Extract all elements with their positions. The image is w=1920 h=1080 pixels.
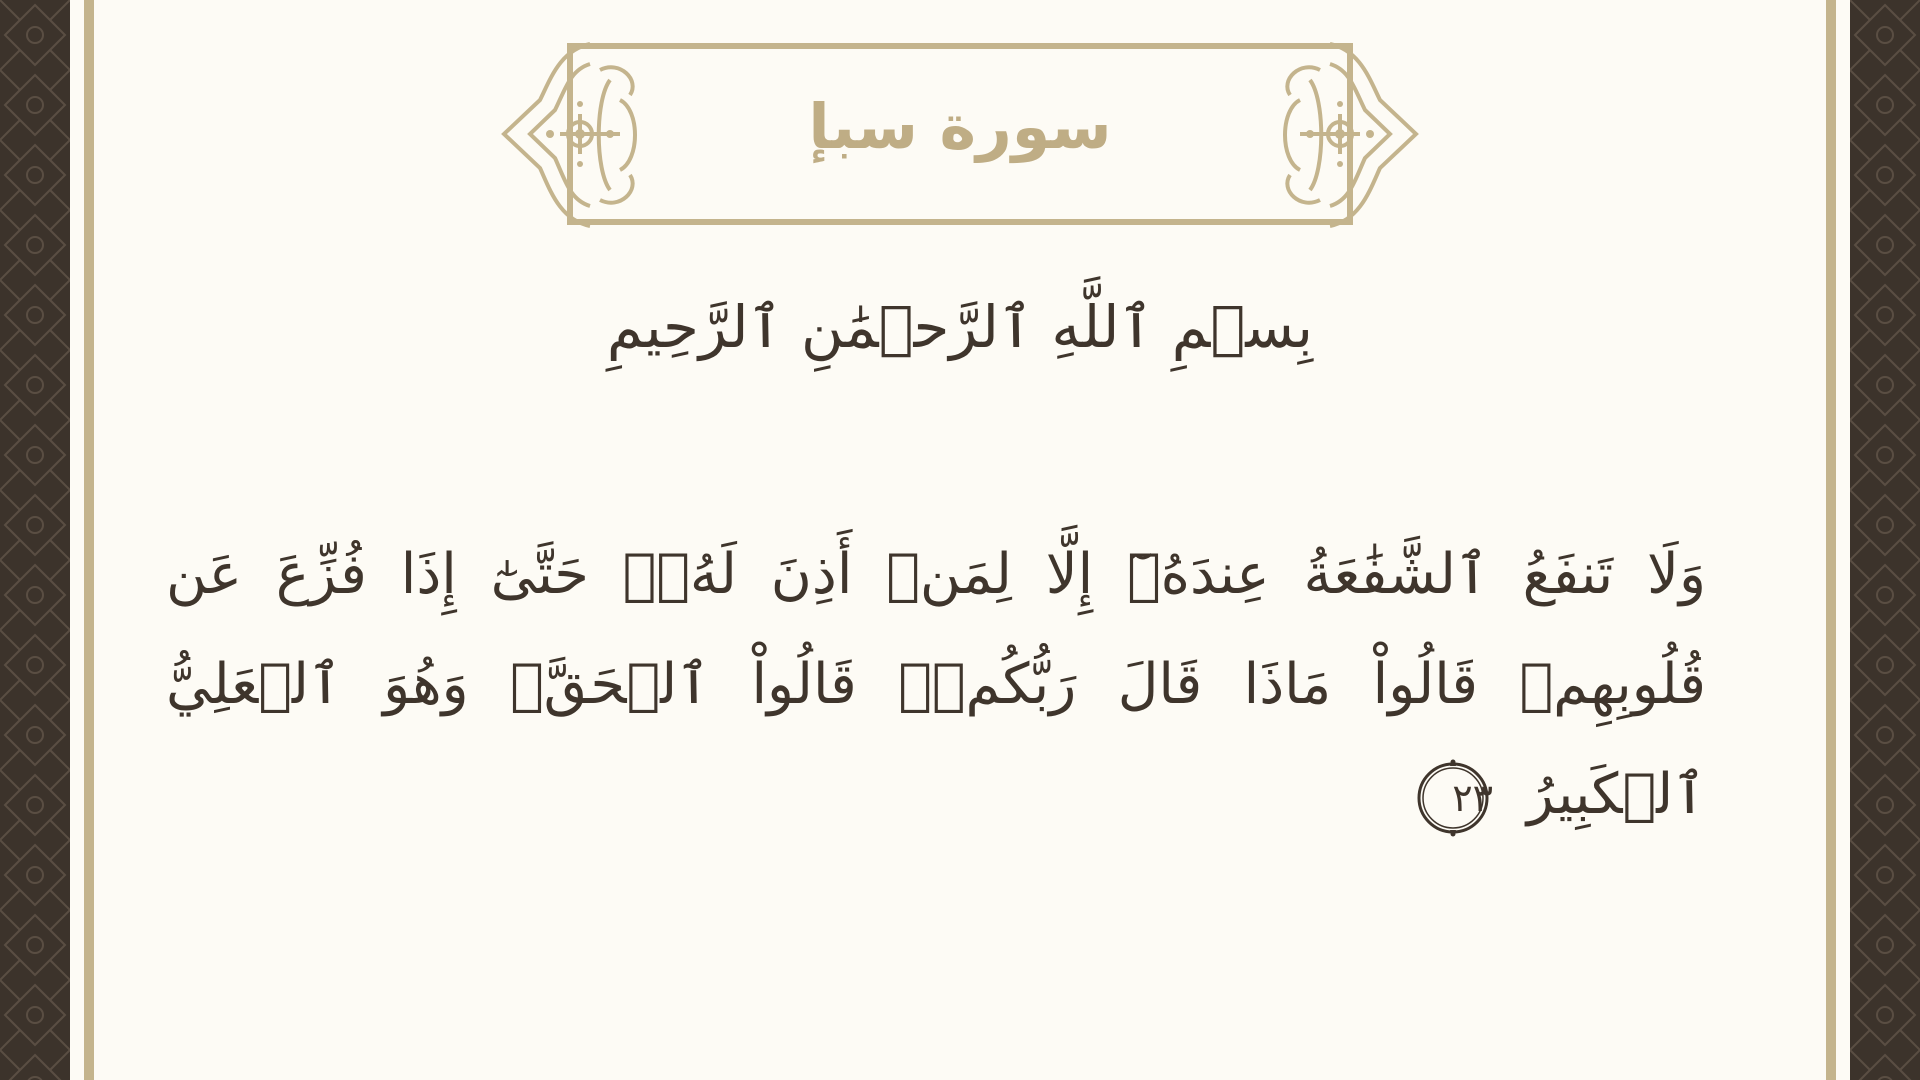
right-gold-rule bbox=[1826, 0, 1836, 1080]
geometric-pattern-icon bbox=[1850, 0, 1920, 1080]
basmala: بِسۡمِ ٱللَّهِ ٱلرَّحۡمَٰنِ ٱلرَّحِيمِ bbox=[606, 293, 1314, 361]
surah-title: سورة سبإ bbox=[808, 90, 1112, 163]
surah-title-cartouche bbox=[500, 40, 1420, 230]
ayah-end-marker bbox=[1413, 758, 1493, 838]
geometric-pattern-icon bbox=[0, 0, 70, 1080]
left-gold-rule bbox=[84, 0, 94, 1080]
ayah-number: ٢٣ bbox=[1452, 775, 1494, 820]
left-ornamental-border bbox=[0, 0, 70, 1080]
verse-block bbox=[166, 520, 1706, 850]
verse-text: وَلَا تَنفَعُ ٱلشَّفَٰعَةُ عِندَهُۥٓ إِلَّا لِمَنۡ أَذِنَ لَهُۥۚ حَتَّىٰٓ إِذَا فُزِّعَ عَن قُلُوبِهِمۡ قَالُواْ مَاذَا قَالَ رَبُّكُمۡۖ قَالُواْ ٱلۡحَقَّۖ وَهُوَ ٱلۡعَلِيُّ ٱلۡكَبِيرُ bbox=[166, 542, 1706, 827]
right-ornamental-border bbox=[1850, 0, 1920, 1080]
